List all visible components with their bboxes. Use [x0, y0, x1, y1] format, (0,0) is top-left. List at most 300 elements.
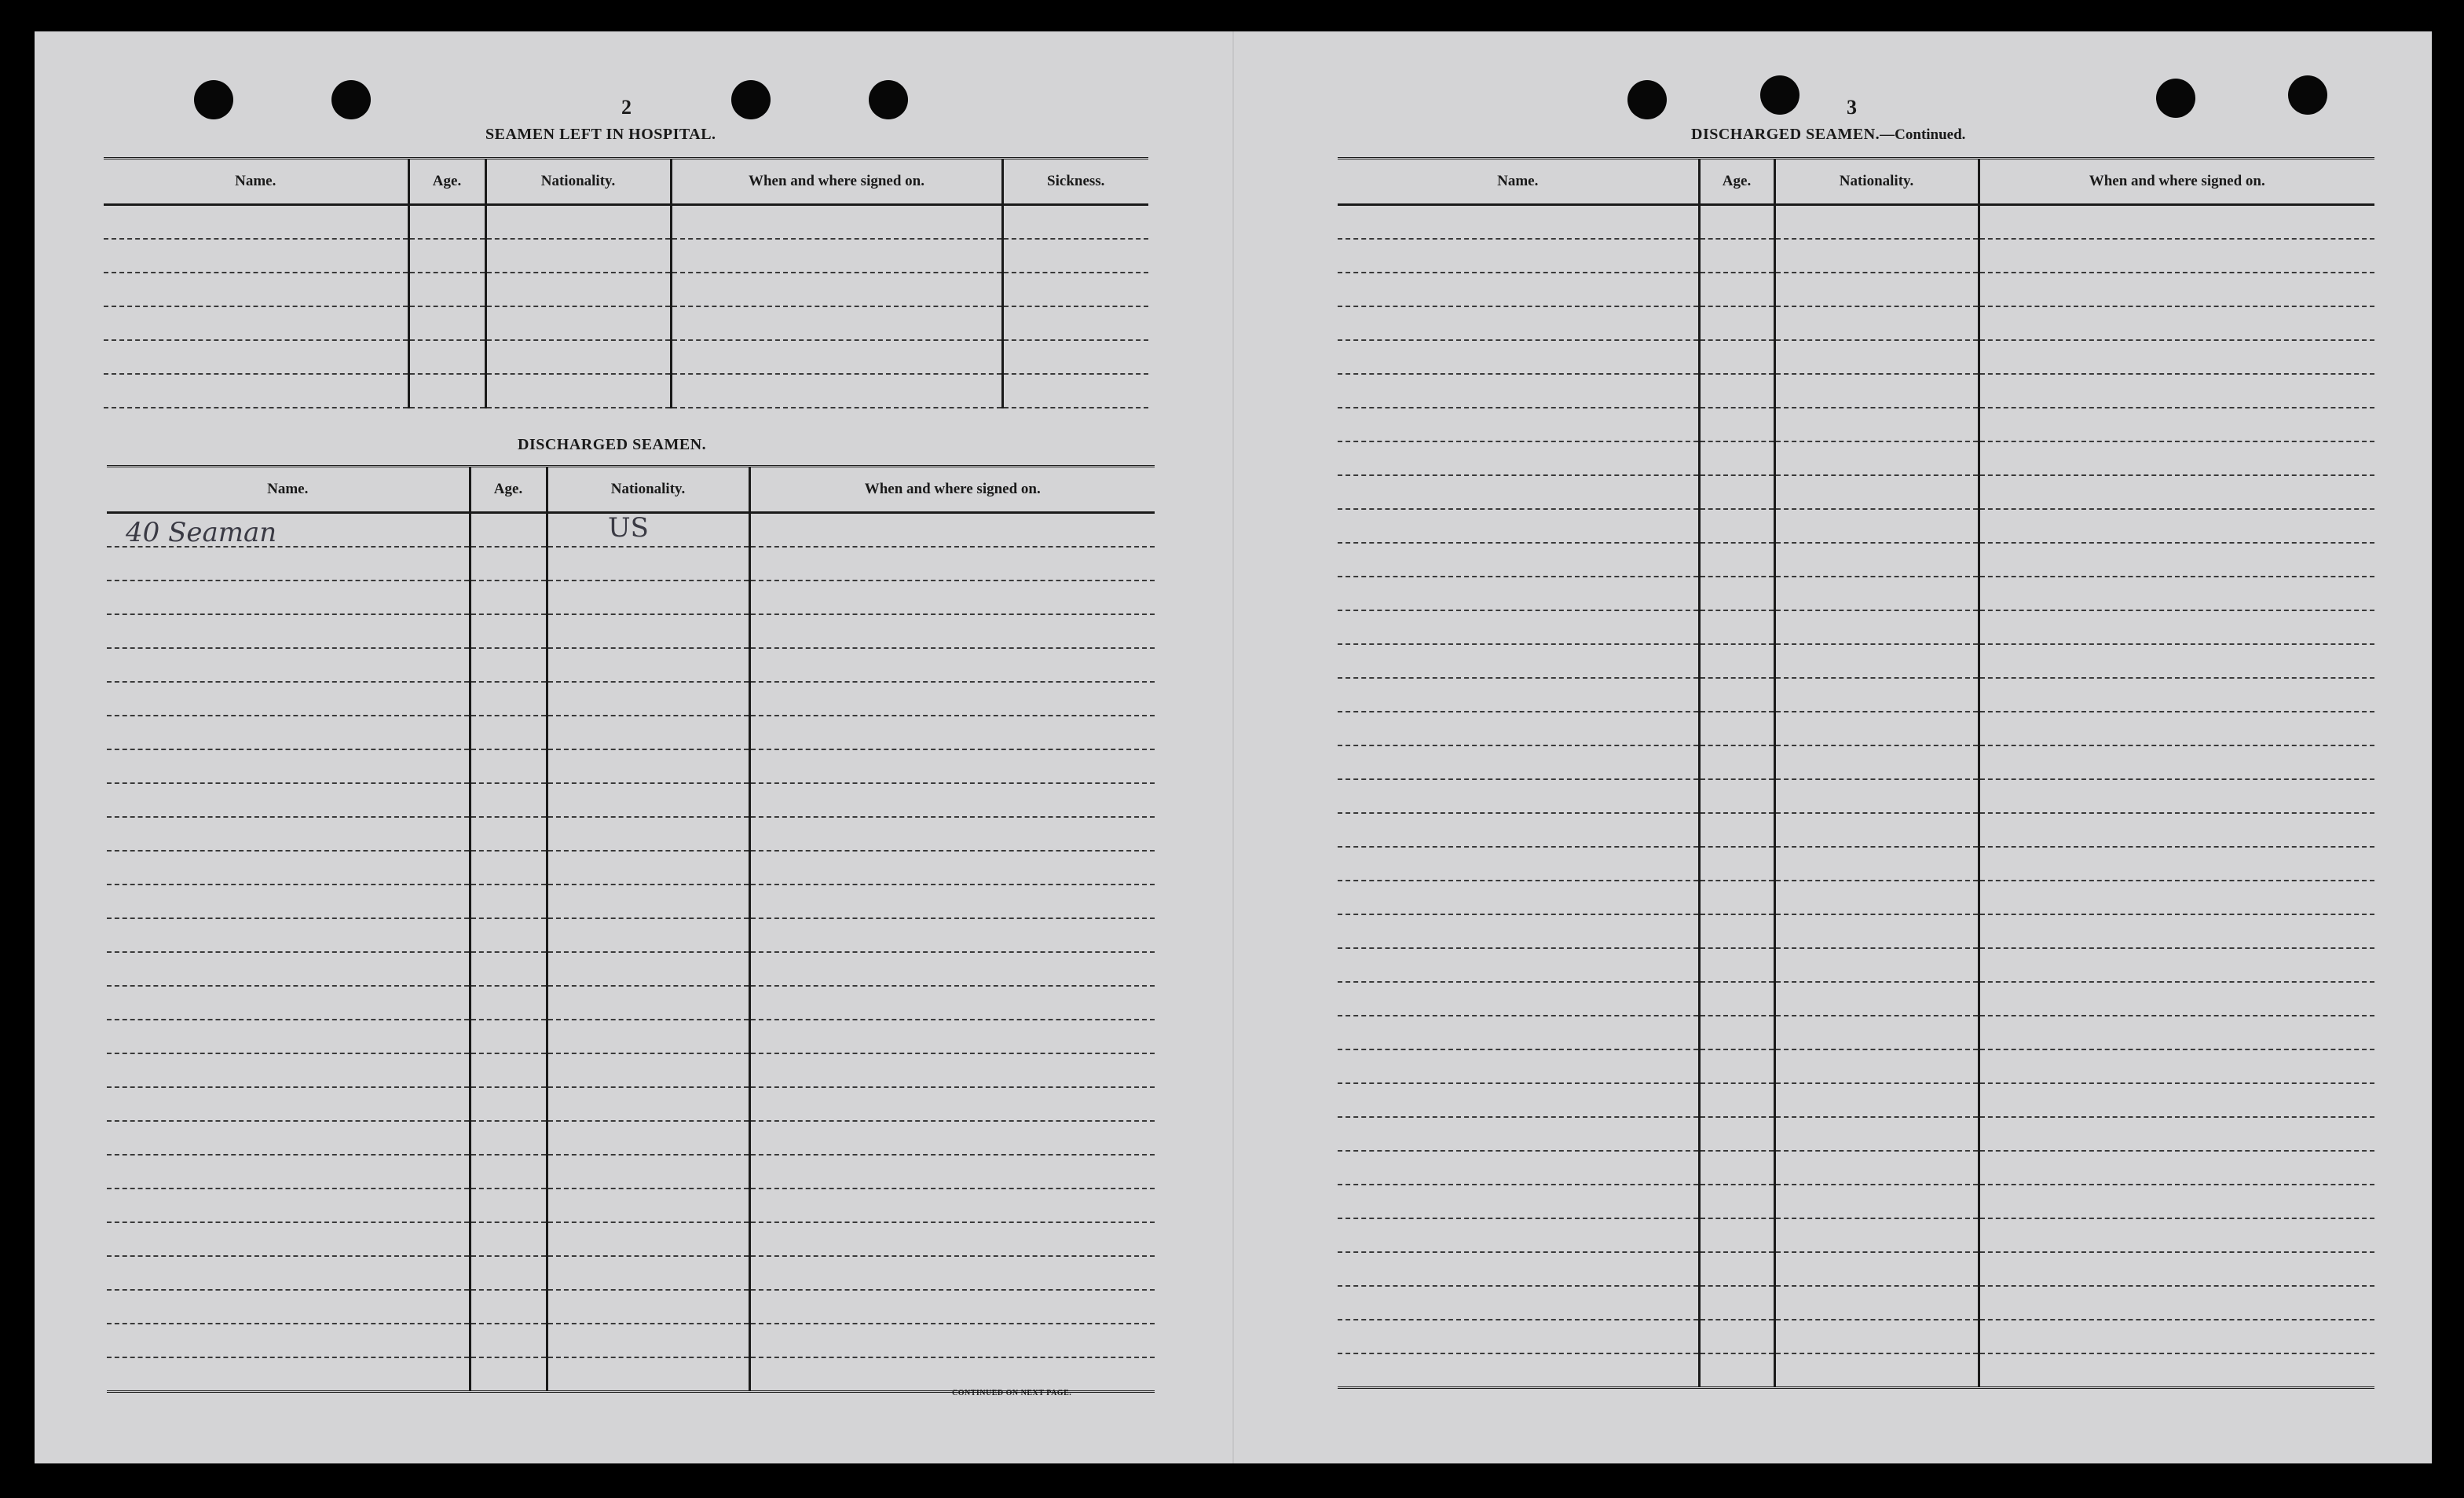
punch-hole	[2288, 75, 2327, 115]
table-cell	[107, 716, 470, 749]
hospital-table-header	[104, 159, 1148, 205]
hospital-section-title: SEAMEN LEFT IN HOSPITAL.	[485, 126, 716, 143]
table-cell	[107, 749, 470, 783]
table-cell	[1979, 1016, 2374, 1049]
table-cell	[1774, 813, 1979, 847]
table-cell	[1979, 273, 2374, 306]
table-row	[1338, 813, 2374, 847]
table-row	[1338, 644, 2374, 678]
table-cell	[470, 1357, 547, 1392]
table-row	[1338, 1117, 2374, 1151]
table-cell	[1699, 441, 1774, 475]
table-cell	[1338, 813, 1699, 847]
table-cell	[107, 1020, 470, 1053]
table-row	[1338, 1049, 2374, 1083]
table-cell	[1338, 1185, 1699, 1218]
table-row	[1338, 273, 2374, 306]
table-cell	[107, 1256, 470, 1290]
table-cell	[1979, 644, 2374, 678]
table-cell	[1338, 982, 1699, 1016]
table-cell	[470, 1189, 547, 1222]
table-cell	[1338, 239, 1699, 273]
table-cell	[749, 1121, 1155, 1155]
table-row	[107, 614, 1155, 648]
table-cell	[470, 1155, 547, 1189]
table-cell	[107, 1222, 470, 1256]
table-cell	[1979, 1117, 2374, 1151]
table-cell	[1338, 1218, 1699, 1252]
table-row	[1338, 1353, 2374, 1388]
table-cell	[1979, 813, 2374, 847]
table-cell	[470, 1087, 547, 1121]
table-cell	[1338, 914, 1699, 948]
table-cell	[749, 918, 1155, 952]
table-cell	[485, 239, 671, 273]
table-cell	[408, 239, 485, 273]
table-cell	[547, 547, 749, 581]
table-cell	[1774, 982, 1979, 1016]
table-row	[1338, 205, 2374, 240]
table-row	[107, 783, 1155, 817]
table-cell	[107, 547, 470, 581]
punch-hole	[194, 80, 233, 119]
table-cell	[1774, 1185, 1979, 1218]
table-cell	[671, 273, 1002, 306]
table-cell	[1338, 712, 1699, 745]
table-row	[1338, 1286, 2374, 1320]
table-cell	[1979, 1151, 2374, 1185]
table-cell	[1699, 1117, 1774, 1151]
table-cell	[1699, 1049, 1774, 1083]
table-cell	[470, 682, 547, 716]
table-cell	[1338, 644, 1699, 678]
table-row	[107, 581, 1155, 614]
table-cell	[1979, 914, 2374, 948]
table-cell	[104, 306, 408, 340]
table-cell	[104, 340, 408, 374]
table-row	[1338, 1016, 2374, 1049]
table-cell	[749, 1290, 1155, 1324]
table-cell	[1699, 509, 1774, 543]
table-cell	[547, 648, 749, 682]
table-cell	[1774, 441, 1979, 475]
table-cell	[470, 986, 547, 1020]
table-cell	[107, 1155, 470, 1189]
table-cell	[547, 1053, 749, 1087]
table-cell	[470, 851, 547, 885]
table-cell	[470, 513, 547, 548]
table-cell	[749, 986, 1155, 1020]
table-cell	[1979, 712, 2374, 745]
table-cell	[470, 547, 547, 581]
table-cell	[1338, 1083, 1699, 1117]
table-cell	[107, 918, 470, 952]
table-cell	[1774, 1252, 1979, 1286]
table-cell	[749, 716, 1155, 749]
table-cell	[1979, 340, 2374, 374]
table-cell	[107, 1053, 470, 1087]
table-cell	[1699, 306, 1774, 340]
table-cell	[107, 614, 470, 648]
table-row	[107, 885, 1155, 918]
table-cell	[107, 851, 470, 885]
table-cell	[1699, 577, 1774, 610]
table-cell	[1979, 205, 2374, 240]
table-cell	[1979, 374, 2374, 408]
table-cell	[1338, 1252, 1699, 1286]
table-cell	[1979, 745, 2374, 779]
table-cell	[547, 1290, 749, 1324]
table-row	[107, 851, 1155, 885]
table-cell	[749, 851, 1155, 885]
table-cell	[1699, 340, 1774, 374]
table-row	[107, 1087, 1155, 1121]
table-cell	[470, 581, 547, 614]
table-row	[1338, 1320, 2374, 1353]
table-cell	[749, 1020, 1155, 1053]
table-cell	[1699, 1320, 1774, 1353]
table-cell	[547, 817, 749, 851]
table-row	[1338, 712, 2374, 745]
column-header-name: Name.	[107, 467, 470, 513]
table-row	[1338, 1252, 2374, 1286]
table-cell	[749, 885, 1155, 918]
discharged-table	[107, 465, 1155, 1393]
table-cell	[547, 952, 749, 986]
table-cell	[1699, 408, 1774, 441]
table-cell	[1774, 1016, 1979, 1049]
table-cell	[1774, 881, 1979, 914]
table-cell	[749, 1357, 1155, 1392]
table-cell	[1774, 644, 1979, 678]
continued-footer: CONTINUED ON NEXT PAGE.	[952, 1389, 1072, 1397]
table-cell	[1774, 1320, 1979, 1353]
table-cell	[1699, 1353, 1774, 1388]
table-cell	[1979, 509, 2374, 543]
table-cell	[547, 1155, 749, 1189]
document-sheet	[35, 31, 2432, 1463]
table-cell	[1979, 982, 2374, 1016]
table-cell	[547, 716, 749, 749]
table-cell	[1774, 678, 1979, 712]
continued-table-header	[1338, 159, 2374, 205]
table-cell	[1699, 813, 1774, 847]
table-cell	[470, 716, 547, 749]
table-cell	[1979, 847, 2374, 881]
table-cell	[1699, 1252, 1774, 1286]
table-cell	[1338, 475, 1699, 509]
table-row	[1338, 779, 2374, 813]
table-cell	[485, 340, 671, 374]
table-cell	[107, 952, 470, 986]
table-cell	[1979, 948, 2374, 982]
table-cell	[107, 1324, 470, 1357]
table-row	[1338, 610, 2374, 644]
table-row	[107, 1290, 1155, 1324]
punch-hole	[2156, 79, 2195, 118]
table-cell	[1774, 712, 1979, 745]
table-cell	[107, 783, 470, 817]
table-cell	[1774, 273, 1979, 306]
table-cell	[107, 1290, 470, 1324]
table-cell	[1774, 847, 1979, 881]
table-cell	[1338, 779, 1699, 813]
table-cell	[1699, 1083, 1774, 1117]
table-cell	[408, 273, 485, 306]
table-cell	[470, 1053, 547, 1087]
table-cell	[1699, 712, 1774, 745]
table-cell	[470, 817, 547, 851]
table-cell	[1774, 509, 1979, 543]
table-cell	[749, 817, 1155, 851]
table-cell	[749, 749, 1155, 783]
column-header-when-where: When and where signed on.	[671, 159, 1002, 205]
table-cell	[1338, 948, 1699, 982]
table-cell	[107, 648, 470, 682]
table-cell	[485, 205, 671, 240]
punch-hole	[1760, 75, 1799, 115]
column-header-age: Age.	[408, 159, 485, 205]
table-row	[1338, 678, 2374, 712]
table-cell	[671, 205, 1002, 240]
table-row	[107, 547, 1155, 581]
table-cell	[470, 1222, 547, 1256]
table-row	[107, 1020, 1155, 1053]
table-cell	[671, 306, 1002, 340]
table-cell	[1699, 205, 1774, 240]
page-number: 3	[1847, 96, 1857, 119]
table-cell	[547, 749, 749, 783]
table-cell	[485, 273, 671, 306]
table-cell	[749, 513, 1155, 548]
table-cell	[104, 239, 408, 273]
table-cell	[1338, 408, 1699, 441]
table-row	[104, 273, 1148, 306]
table-row	[1338, 881, 2374, 914]
table-cell	[1002, 374, 1148, 408]
table-row	[1338, 239, 2374, 273]
table-cell	[1699, 610, 1774, 644]
table-cell	[1338, 1320, 1699, 1353]
table-row	[1338, 374, 2374, 408]
table-cell	[1979, 779, 2374, 813]
discharged-table-header	[107, 467, 1155, 513]
table-cell	[1979, 1083, 2374, 1117]
table-cell	[1774, 374, 1979, 408]
table-row	[1338, 948, 2374, 982]
table-cell	[1699, 847, 1774, 881]
table-cell	[547, 918, 749, 952]
table-cell	[470, 648, 547, 682]
table-cell	[1699, 914, 1774, 948]
table-cell	[1774, 543, 1979, 577]
table-cell	[107, 986, 470, 1020]
table-cell	[1774, 1049, 1979, 1083]
table-cell	[671, 239, 1002, 273]
table-row	[107, 716, 1155, 749]
discharged-continued-title	[1691, 126, 1965, 144]
table-row	[107, 986, 1155, 1020]
table-cell	[749, 614, 1155, 648]
table-row	[1338, 1151, 2374, 1185]
table-cell	[1774, 306, 1979, 340]
discharged-section-title: DISCHARGED SEAMEN.	[518, 436, 707, 453]
table-row	[107, 1256, 1155, 1290]
table-cell	[547, 783, 749, 817]
table-row	[1338, 475, 2374, 509]
table-cell	[1338, 1151, 1699, 1185]
table-cell	[104, 205, 408, 240]
table-cell	[1979, 408, 2374, 441]
table-cell	[671, 374, 1002, 408]
table-cell	[547, 885, 749, 918]
table-cell	[1774, 779, 1979, 813]
table-row	[107, 1121, 1155, 1155]
table-cell	[470, 1256, 547, 1290]
table-cell	[1979, 1185, 2374, 1218]
table-cell	[408, 374, 485, 408]
table-row	[1338, 509, 2374, 543]
table-cell	[1979, 1286, 2374, 1320]
table-cell	[1979, 678, 2374, 712]
table-row	[1338, 543, 2374, 577]
table-row	[107, 1357, 1155, 1392]
table-cell	[1002, 340, 1148, 374]
table-cell	[749, 1222, 1155, 1256]
table-cell	[749, 952, 1155, 986]
title-main: DISCHARGED SEAMEN.	[1691, 126, 1880, 143]
table-cell	[1774, 239, 1979, 273]
column-header-sickness: Sickness.	[1002, 159, 1148, 205]
table-cell	[749, 1324, 1155, 1357]
table-row	[104, 239, 1148, 273]
table-cell	[1338, 340, 1699, 374]
table-row	[104, 340, 1148, 374]
table-cell	[547, 1256, 749, 1290]
column-header-nationality: Nationality.	[1774, 159, 1979, 205]
table-cell	[107, 1357, 470, 1392]
table-cell	[470, 918, 547, 952]
table-cell	[107, 682, 470, 716]
table-cell	[547, 986, 749, 1020]
table-row	[107, 918, 1155, 952]
table-cell	[1774, 1083, 1979, 1117]
table-cell	[1979, 441, 2374, 475]
hospital-table	[104, 157, 1148, 408]
table-cell	[408, 340, 485, 374]
table-cell	[1338, 610, 1699, 644]
table-cell	[1338, 1286, 1699, 1320]
table-row	[104, 205, 1148, 240]
title-suffix: —Continued.	[1880, 126, 1966, 143]
page-number: 2	[621, 96, 632, 119]
column-header-name: Name.	[1338, 159, 1699, 205]
table-cell	[1979, 610, 2374, 644]
table-cell	[547, 614, 749, 648]
column-header-when-where: When and where signed on.	[1979, 159, 2374, 205]
table-row	[104, 374, 1148, 408]
table-cell	[1699, 273, 1774, 306]
table-cell	[1979, 239, 2374, 273]
table-cell	[1979, 475, 2374, 509]
table-cell	[1338, 847, 1699, 881]
table-cell	[1002, 205, 1148, 240]
table-row	[1338, 408, 2374, 441]
table-cell	[1774, 948, 1979, 982]
table-cell	[470, 1290, 547, 1324]
table-cell	[470, 1020, 547, 1053]
table-row	[107, 1155, 1155, 1189]
table-cell	[1979, 1218, 2374, 1252]
table-cell	[1338, 678, 1699, 712]
table-cell	[107, 581, 470, 614]
table-cell	[1002, 239, 1148, 273]
table-cell	[485, 374, 671, 408]
table-cell	[1979, 1353, 2374, 1388]
table-cell	[470, 885, 547, 918]
table-cell	[749, 581, 1155, 614]
punch-hole	[731, 80, 771, 119]
table-cell	[1699, 475, 1774, 509]
table-row	[1338, 1185, 2374, 1218]
table-row	[1338, 441, 2374, 475]
table-row	[107, 1189, 1155, 1222]
table-cell	[1774, 745, 1979, 779]
table-cell	[1979, 1320, 2374, 1353]
table-cell	[1338, 374, 1699, 408]
table-cell	[1774, 1286, 1979, 1320]
table-cell	[1338, 1016, 1699, 1049]
discharged-continued-table	[1338, 157, 2374, 1389]
table-cell	[107, 1087, 470, 1121]
table-cell	[749, 1256, 1155, 1290]
table-row	[107, 1222, 1155, 1256]
table-cell	[1774, 475, 1979, 509]
table-cell	[1338, 1353, 1699, 1388]
table-cell	[408, 205, 485, 240]
table-cell	[470, 1324, 547, 1357]
table-cell	[470, 783, 547, 817]
table-cell	[1699, 543, 1774, 577]
table-row	[107, 952, 1155, 986]
table-cell	[749, 682, 1155, 716]
table-cell	[1338, 306, 1699, 340]
table-cell	[470, 614, 547, 648]
table-cell	[1699, 779, 1774, 813]
table-cell	[1699, 678, 1774, 712]
table-cell	[1699, 644, 1774, 678]
table-cell	[1774, 577, 1979, 610]
table-cell	[1699, 1286, 1774, 1320]
table-cell	[749, 1155, 1155, 1189]
table-cell	[107, 817, 470, 851]
table-cell	[1699, 239, 1774, 273]
table-cell	[1979, 881, 2374, 914]
table-cell	[1774, 408, 1979, 441]
table-cell	[107, 885, 470, 918]
column-header-name: Name.	[104, 159, 408, 205]
table-cell	[749, 1087, 1155, 1121]
table-row	[107, 648, 1155, 682]
table-cell	[1979, 543, 2374, 577]
table-row	[107, 682, 1155, 716]
table-cell	[1774, 914, 1979, 948]
table-cell	[749, 648, 1155, 682]
table-cell	[1338, 881, 1699, 914]
table-cell	[1338, 509, 1699, 543]
table-cell	[1338, 273, 1699, 306]
table-cell	[547, 1121, 749, 1155]
